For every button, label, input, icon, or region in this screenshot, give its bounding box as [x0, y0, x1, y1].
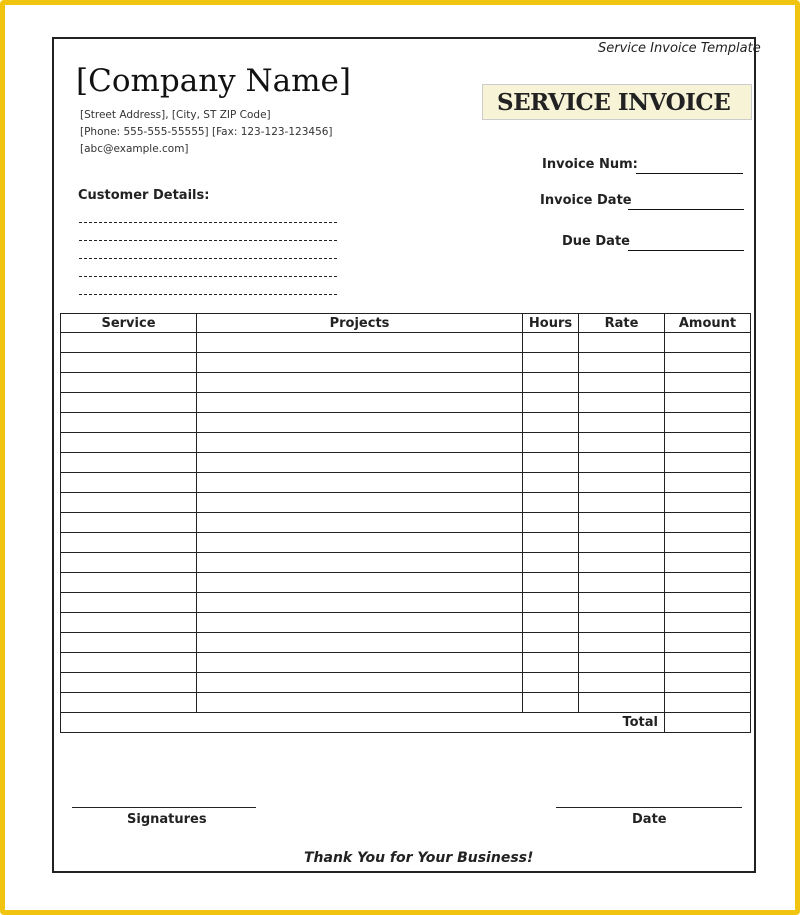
template-label: Service Invoice Template — [598, 41, 761, 56]
amount-cell[interactable] — [665, 593, 751, 613]
projects-cell[interactable] — [197, 553, 523, 573]
projects-cell[interactable] — [197, 393, 523, 413]
table-row — [61, 333, 751, 353]
projects-cell[interactable] — [197, 333, 523, 353]
table-row — [61, 393, 751, 413]
table-row — [61, 493, 751, 513]
table-row — [61, 473, 751, 493]
invoice-date-field[interactable] — [628, 209, 744, 210]
hours-cell[interactable] — [523, 553, 579, 573]
hours-cell[interactable] — [523, 393, 579, 413]
line-items-table — [60, 313, 751, 733]
table-row — [61, 553, 751, 573]
due-date-field[interactable] — [628, 250, 744, 251]
hours-cell[interactable] — [523, 333, 579, 353]
service-cell[interactable] — [61, 533, 197, 553]
table-header-row — [61, 314, 751, 333]
company-address: [Street Address], [City, ST ZIP Code] — [80, 109, 271, 121]
amount-cell[interactable] — [665, 473, 751, 493]
hours-cell[interactable] — [523, 593, 579, 613]
rate-cell[interactable] — [579, 353, 665, 373]
rate-cell[interactable] — [579, 393, 665, 413]
service-cell[interactable] — [61, 693, 197, 713]
service-cell[interactable] — [61, 653, 197, 673]
amount-cell[interactable] — [665, 393, 751, 413]
projects-cell[interactable] — [197, 493, 523, 513]
amount-cell[interactable] — [665, 653, 751, 673]
projects-cell[interactable] — [197, 433, 523, 453]
projects-cell[interactable] — [197, 613, 523, 633]
amount-cell[interactable] — [665, 673, 751, 693]
hours-cell[interactable] — [523, 513, 579, 533]
column-header-rate: Rate — [579, 314, 665, 333]
rate-cell[interactable] — [579, 533, 665, 553]
rate-cell[interactable] — [579, 373, 665, 393]
customer-line[interactable] — [79, 294, 337, 295]
table-row — [61, 373, 751, 393]
table-row — [61, 513, 751, 533]
rate-cell[interactable] — [579, 333, 665, 353]
table-row — [61, 613, 751, 633]
hours-cell[interactable] — [523, 413, 579, 433]
service-cell[interactable] — [61, 593, 197, 613]
due-date-label: Due Date — [562, 234, 630, 249]
table-row — [61, 593, 751, 613]
amount-cell[interactable] — [665, 373, 751, 393]
signatures-label: Signatures — [127, 812, 207, 827]
service-cell[interactable] — [61, 473, 197, 493]
amount-cell[interactable] — [665, 573, 751, 593]
customer-line[interactable] — [79, 258, 337, 259]
rate-cell[interactable] — [579, 413, 665, 433]
service-cell[interactable] — [61, 353, 197, 373]
hours-cell[interactable] — [523, 613, 579, 633]
hours-cell[interactable] — [523, 453, 579, 473]
rate-cell[interactable] — [579, 433, 665, 453]
table-row — [61, 653, 751, 673]
service-cell[interactable] — [61, 373, 197, 393]
rate-cell[interactable] — [579, 693, 665, 713]
hours-cell[interactable] — [523, 633, 579, 653]
customer-line[interactable] — [79, 240, 337, 241]
table-row — [61, 693, 751, 713]
table-row — [61, 573, 751, 593]
rate-cell[interactable] — [579, 593, 665, 613]
invoice-sheet — [52, 37, 761, 873]
hours-cell[interactable] — [523, 653, 579, 673]
column-header-service: Service — [61, 314, 197, 333]
date-line[interactable] — [556, 807, 742, 808]
hours-cell[interactable] — [523, 693, 579, 713]
hours-cell[interactable] — [523, 573, 579, 593]
hours-cell[interactable] — [523, 373, 579, 393]
thank-you-message: Thank You for Your Business! — [304, 850, 534, 866]
service-cell[interactable] — [61, 673, 197, 693]
hours-cell[interactable] — [523, 493, 579, 513]
service-cell[interactable] — [61, 573, 197, 593]
rate-cell[interactable] — [579, 673, 665, 693]
amount-cell[interactable] — [665, 513, 751, 533]
projects-cell[interactable] — [197, 453, 523, 473]
date-label: Date — [632, 812, 667, 827]
column-header-projects: Projects — [197, 314, 523, 333]
total-amount-cell[interactable] — [665, 713, 751, 733]
rate-cell[interactable] — [579, 613, 665, 633]
total-spacer — [61, 713, 579, 733]
table-row — [61, 353, 751, 373]
rate-cell[interactable] — [579, 473, 665, 493]
total-row — [61, 713, 751, 733]
table-row — [61, 433, 751, 453]
total-label: Total — [579, 713, 665, 733]
invoice-title: SERVICE INVOICE — [482, 84, 752, 120]
amount-cell[interactable] — [665, 613, 751, 633]
amount-cell[interactable] — [665, 333, 751, 353]
amount-cell[interactable] — [665, 353, 751, 373]
rate-cell[interactable] — [579, 653, 665, 673]
table-row — [61, 453, 751, 473]
service-cell[interactable] — [61, 613, 197, 633]
amount-cell[interactable] — [665, 433, 751, 453]
hours-cell[interactable] — [523, 473, 579, 493]
rate-cell[interactable] — [579, 573, 665, 593]
projects-cell[interactable] — [197, 653, 523, 673]
hours-cell[interactable] — [523, 673, 579, 693]
hours-cell[interactable] — [523, 353, 579, 373]
table-row — [61, 413, 751, 433]
amount-cell[interactable] — [665, 413, 751, 433]
hours-cell[interactable] — [523, 533, 579, 553]
column-header-amount: Amount — [665, 314, 751, 333]
projects-cell[interactable] — [197, 693, 523, 713]
rate-cell[interactable] — [579, 633, 665, 653]
amount-cell[interactable] — [665, 533, 751, 553]
rate-cell[interactable] — [579, 493, 665, 513]
amount-cell[interactable] — [665, 493, 751, 513]
amount-cell[interactable] — [665, 693, 751, 713]
invoice-num-field[interactable] — [636, 173, 743, 174]
service-cell[interactable] — [61, 553, 197, 573]
service-cell[interactable] — [61, 333, 197, 353]
amount-cell[interactable] — [665, 553, 751, 573]
service-cell[interactable] — [61, 513, 197, 533]
projects-cell[interactable] — [197, 593, 523, 613]
table-row — [61, 633, 751, 653]
company-name: [Company Name] — [76, 63, 351, 99]
projects-cell[interactable] — [197, 413, 523, 433]
table-row — [61, 533, 751, 553]
amount-cell[interactable] — [665, 453, 751, 473]
projects-cell[interactable] — [197, 513, 523, 533]
customer-details-label: Customer Details: — [78, 188, 210, 203]
projects-cell[interactable] — [197, 533, 523, 553]
projects-cell[interactable] — [197, 573, 523, 593]
company-phone-fax: [Phone: 555-555-55555] [Fax: 123-123-123456] — [80, 126, 333, 138]
projects-cell[interactable] — [197, 473, 523, 493]
rate-cell[interactable] — [579, 513, 665, 533]
service-cell[interactable] — [61, 413, 197, 433]
service-cell[interactable] — [61, 633, 197, 653]
customer-line[interactable] — [79, 222, 337, 223]
company-email: [abc@example.com] — [80, 143, 189, 155]
rate-cell[interactable] — [579, 453, 665, 473]
service-cell[interactable] — [61, 393, 197, 413]
column-header-hours: Hours — [523, 314, 579, 333]
hours-cell[interactable] — [523, 433, 579, 453]
invoice-date-label: Invoice Date — [540, 193, 632, 208]
projects-cell[interactable] — [197, 353, 523, 373]
projects-cell[interactable] — [197, 673, 523, 693]
service-cell[interactable] — [61, 493, 197, 513]
table-row — [61, 673, 751, 693]
projects-cell[interactable] — [197, 633, 523, 653]
rate-cell[interactable] — [579, 553, 665, 573]
amount-cell[interactable] — [665, 633, 751, 653]
projects-cell[interactable] — [197, 373, 523, 393]
customer-line[interactable] — [79, 276, 337, 277]
service-cell[interactable] — [61, 453, 197, 473]
invoice-num-label: Invoice Num: — [542, 157, 638, 172]
signature-line[interactable] — [72, 807, 256, 808]
service-cell[interactable] — [61, 433, 197, 453]
